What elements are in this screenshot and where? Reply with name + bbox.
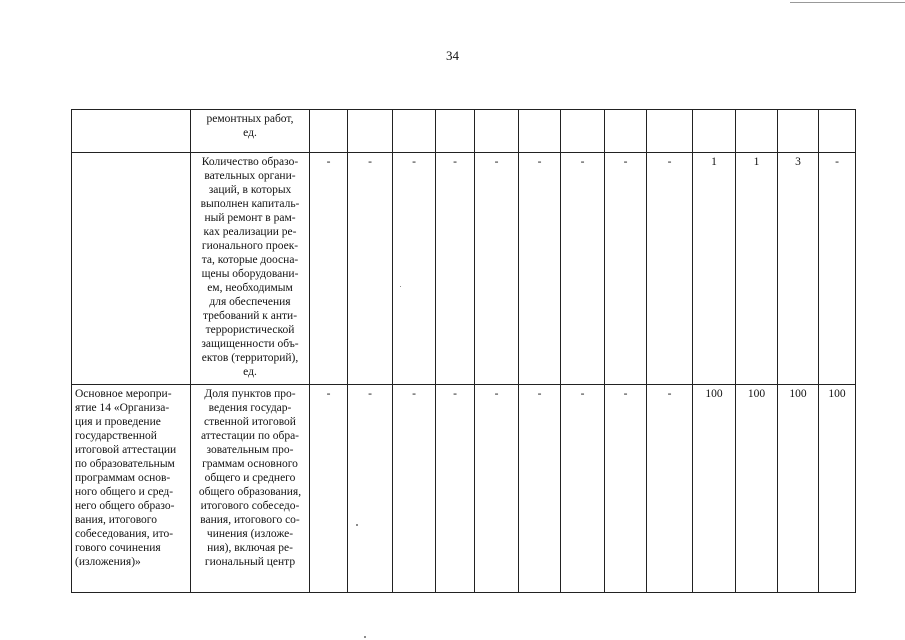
indicator-text-line: вания, итогового со- [200,514,300,526]
indicator-text-line: итогового собеседо- [200,500,300,512]
event-text-line: собеседования, ито- [75,528,174,540]
event-cell [72,153,191,385]
indicator-text-line: та, которые дооснa- [201,254,299,266]
value-cell: - [605,153,647,385]
value-cell [693,110,736,153]
indicator-text-line: ственной итоговой [204,416,296,428]
indicator-text-line: гионального проек- [201,240,299,252]
indicator-text-line: щены оборудовани- [201,268,299,280]
value-cell: - [310,153,348,385]
value-cell: 1 [693,153,736,385]
indicator-text-line: ремонтных работ, [206,113,294,125]
table-body [72,110,856,593]
event-text-line: итоговой аттестации [75,444,177,456]
table-row [72,110,856,153]
value-cell: - [475,385,519,593]
indicator-text-line: ектов (территорий), [201,352,299,364]
indicator-text-line: ед. [243,366,257,378]
event-text-line: (изложения)» [75,556,141,568]
value-cell [519,110,561,153]
value-cell: - [475,153,519,385]
indicator-text-line: чинения (изложе- [206,528,294,540]
event-text-line: программам основ- [75,472,171,484]
indicator-text-line: Доля пунктов про- [204,388,296,400]
value-cell: 100 [693,385,736,593]
indicator-text-line: террористической [205,324,295,336]
value-cell: - [647,385,693,593]
indicator-text-line: общего образования, [198,486,302,498]
value-cell [436,110,475,153]
table-row [72,153,856,385]
event-text-line: ция и проведение [75,416,161,428]
indicator-text-line: аттестации по обра- [200,430,300,442]
value-cell: - [393,385,436,593]
value-cell: 100 [736,385,778,593]
indicator-table [71,109,856,593]
indicator-text-line: ный ремонт в рам- [204,212,296,224]
indicator-text-line: граммам основного [202,458,298,470]
value-cell: 100 [819,385,856,593]
indicator-text-line: заций, в которых [208,184,292,196]
indicator-text-line: ед. [243,127,257,139]
value-cell: - [393,153,436,385]
value-cell: - [561,153,605,385]
value-cell: 100 [778,385,819,593]
value-cell [475,110,519,153]
value-cell [605,110,647,153]
value-cell [348,110,393,153]
event-cell [72,385,191,593]
value-cell: - [605,385,647,593]
event-text-line: ятие 14 «Организа- [75,402,170,414]
indicator-text-line: ведения государ- [208,402,292,414]
event-text-line: по образовательным [75,458,175,470]
event-text-line: ного общего и сред- [75,486,174,498]
indicator-text-line: общего и среднего [204,472,296,484]
indicator-text-line: требований к анти- [202,310,298,322]
value-cell: 3 [778,153,819,385]
indicator-text-line: защищенности объ- [201,338,299,350]
value-cell: - [348,385,393,593]
page-number: 34 [446,48,459,63]
event-cell [72,110,191,153]
event-text-line: государственной [75,430,157,442]
indicator-cell [191,385,310,593]
value-cell: - [348,153,393,385]
indicator-text-line: выполнен капиталь- [200,198,300,210]
indicator-cell [191,153,310,385]
value-cell [778,110,819,153]
value-cell [393,110,436,153]
event-text-line: него общего образо- [75,500,175,512]
value-cell: - [647,153,693,385]
table-row [72,385,856,593]
value-cell [647,110,693,153]
value-cell: - [519,153,561,385]
indicator-cell [191,110,310,153]
value-cell: - [519,385,561,593]
event-text-line: Основное меропри- [75,388,172,400]
value-cell: - [310,385,348,593]
event-text-line: гового сочинения [75,542,161,554]
scan-speck [364,636,366,638]
scan-edge-line [790,2,905,3]
value-cell [310,110,348,153]
indicator-text-line: гиональный центр [204,556,296,568]
indicator-text-line: ния), включая ре- [207,542,293,554]
value-cell: - [561,385,605,593]
value-cell [819,110,856,153]
indicator-text-line: для обеспечения [209,296,291,308]
value-cell [561,110,605,153]
event-text-line: вания, итогового [75,514,157,526]
value-cell [736,110,778,153]
value-cell: 1 [736,153,778,385]
indicator-text-line: ках реализации ре- [203,226,297,238]
indicator-text-line: зовательным про- [206,444,294,456]
value-cell: - [436,153,475,385]
value-cell: - [436,385,475,593]
indicator-text-line: ем, необходимым [207,282,293,294]
value-cell: - [819,153,856,385]
indicator-text-line: Количество образо- [201,156,299,168]
indicator-text-line: вательных органи- [204,170,296,182]
